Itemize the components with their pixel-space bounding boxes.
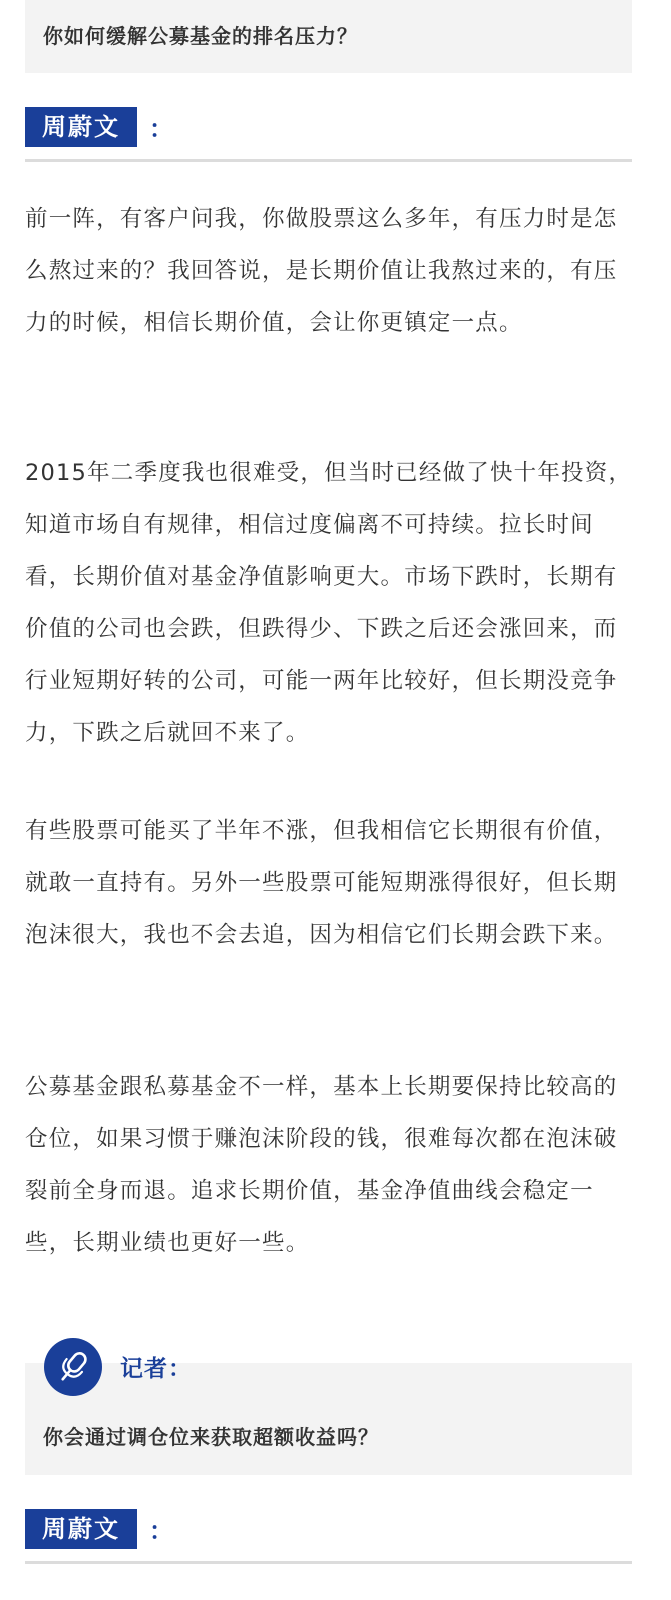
speaker-header <box>25 1509 632 1567</box>
question-box-top <box>25 0 632 73</box>
speaker-name-tag: 周蔚文 <box>25 107 137 147</box>
microphone-icon <box>44 1338 102 1396</box>
speaker-header <box>25 107 632 165</box>
question-text: 你会通过调仓位来获取超额收益吗？ <box>43 1425 379 1449</box>
answer-paragraph: 前一阵，有客户问我，你做股票这么多年，有压力时是怎么熬过来的？我回答说，是长期价值让我熬过来的，有压力的时候，相信长期价值，会让你更镇定一点。 <box>25 206 618 336</box>
answer-paragraph: 2015年二季度我也很难受，但当时已经做了快十年投资，知道市场自有规律，相信过度偏离不可持续。拉长时间看，长期价值对基金净值影响更大。市场下跌时，长期有价值的公司也会跌，但跌得少、下跌之后还会涨回来，而行业短期好转的公司，可能一两年比较好，但长期没竞争力，下跌之后就回不来了。 <box>25 460 633 746</box>
speaker-name-tag: 周蔚文 <box>25 1509 137 1549</box>
speaker-colon: ： <box>149 115 173 143</box>
question-text: 你如何缓解公募基金的排名压力？ <box>43 24 358 48</box>
speaker-colon: ： <box>149 1517 173 1545</box>
question-box-reporter <box>25 1363 632 1475</box>
speaker-divider <box>25 1561 632 1564</box>
speaker-divider <box>25 159 632 162</box>
reporter-label: 记者： <box>120 1356 192 1382</box>
answer-paragraph: 公募基金跟私募基金不一样，基本上长期要保持比较高的仓位，如果习惯于赚泡沫阶段的钱，很难每次都在泡沫破裂前全身而退。追求长期价值，基金净值曲线会稳定一些，长期业绩也更好一些。 <box>25 1074 618 1256</box>
answer-paragraph: 有些股票可能买了半年不涨，但我相信它长期很有价值，就敢一直持有。另外一些股票可能短期涨得很好，但长期泡沫很大，我也不会去追，因为相信它们长期会跌下来。 <box>25 818 618 948</box>
